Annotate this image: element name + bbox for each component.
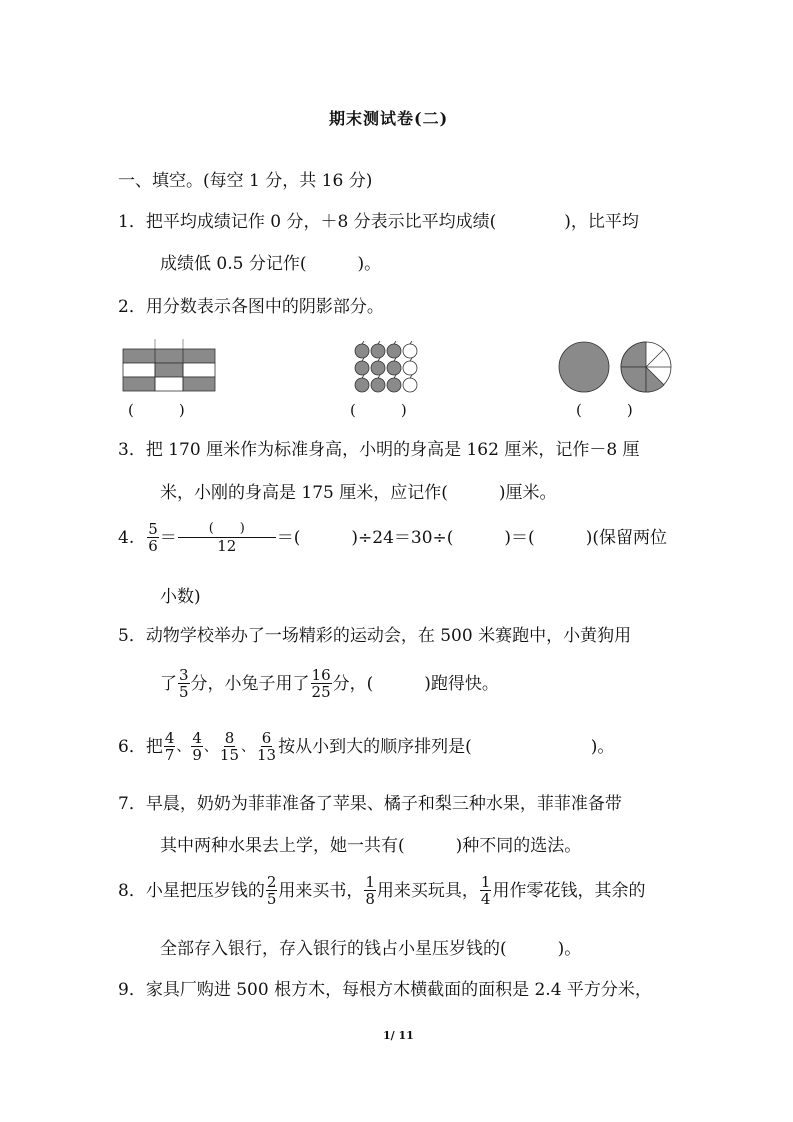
question-4-label: 4.	[118, 527, 135, 548]
question-5-line-2	[160, 667, 499, 700]
fraction-1-8	[364, 874, 376, 907]
fraction-3-5	[178, 667, 190, 700]
question-3-line-2: 米，小刚的身高是 175 厘米，应记作( )厘米。	[160, 483, 557, 503]
equals-sign: ＝	[159, 527, 177, 548]
fraction-numerator: 16	[311, 666, 331, 684]
question-4-line-2: 小数)	[160, 587, 201, 607]
question-3-line-1: 3．把 170 厘米作为标准身高，小明的身高是 162 厘米，记作－8 厘	[118, 440, 640, 460]
fraction-blank-12	[178, 521, 276, 554]
answer-blank-figure-2[interactable]: ( )	[350, 401, 407, 419]
answer-blank-figure-3[interactable]: ( )	[576, 401, 633, 419]
question-4-rest: ＝( )÷24＝30÷( )＝( )(保留两位	[276, 527, 667, 548]
question-6-pre: 6．把	[118, 736, 163, 757]
fraction-8-15	[219, 730, 240, 763]
fraction-4-7	[164, 730, 176, 763]
fraction-numerator: 2	[266, 873, 277, 891]
fraction-denominator: 5	[179, 683, 189, 701]
fraction-numerator: 1	[365, 873, 375, 891]
fraction-denominator: 9	[192, 746, 202, 764]
fraction-denominator: 25	[311, 683, 331, 701]
figure-grid	[121, 339, 217, 395]
separator: 、	[176, 738, 191, 755]
fraction-denominator: 12	[217, 537, 237, 555]
question-6-line	[118, 730, 614, 763]
question-6-post: 按从小到大的顺序排列是( )。	[278, 736, 615, 757]
figure-circles	[556, 339, 676, 397]
question-8-line-1	[118, 874, 645, 907]
question-1-line-2: 成绩低 0.5 分记作( )。	[160, 254, 382, 274]
fraction-numerator-blank[interactable]: ( )	[178, 521, 276, 538]
question-2-line-1: 2．用分数表示各图中的阴影部分。	[118, 297, 384, 317]
question-1-line-1: 1．把平均成绩记作 0 分，＋8 分表示比平均成绩( )，比平均	[118, 212, 639, 232]
figure-apples	[353, 341, 423, 395]
fraction-6-13	[256, 730, 277, 763]
fraction-numerator: 6	[261, 729, 272, 747]
fraction-1-4	[480, 874, 492, 907]
question-8-text-2: 用来买玩具，	[376, 880, 479, 901]
separator: 、	[203, 738, 218, 755]
fraction-numerator: 3	[179, 666, 189, 684]
fraction-numerator: 4	[164, 729, 175, 747]
fraction-4-9	[191, 730, 203, 763]
page-number: 1/ 11	[383, 1029, 414, 1042]
question-8-pre: 8．小星把压岁钱的	[118, 880, 265, 901]
page-title: 期末测试卷(二)	[329, 109, 449, 128]
question-9-line-1: 9．家具厂购进 500 根方木，每根方木横截面的面积是 2.4 平方分米，	[118, 980, 652, 1000]
question-8-text-1: 用来买书，	[278, 880, 364, 901]
question-5-pre: 了	[160, 673, 177, 694]
fraction-numerator: 8	[224, 729, 235, 747]
question-5-post: 分，( )跑得快。	[332, 673, 499, 694]
fraction-denominator: 15	[219, 746, 240, 764]
fraction-denominator: 13	[257, 746, 277, 764]
fraction-numerator: 1	[480, 873, 491, 891]
fraction-numerator: 4	[192, 729, 202, 747]
fraction-denominator: 6	[148, 537, 158, 555]
question-7-line-2: 其中两种水果去上学，她一共有( )种不同的选法。	[160, 836, 582, 856]
question-4-line-1	[118, 521, 667, 554]
fraction-5-6	[147, 521, 159, 554]
question-8-line-2: 全部存入银行，存入银行的钱占小星压岁钱的( )。	[160, 939, 582, 959]
fraction-denominator: 4	[480, 890, 491, 908]
fraction-16-25	[311, 667, 332, 700]
question-5-mid: 分，小兔子用了	[190, 673, 310, 694]
separator: 、	[241, 738, 256, 755]
answer-blank-figure-1[interactable]: ( )	[128, 401, 185, 419]
fraction-denominator: 7	[164, 746, 175, 764]
question-5-line-1: 5．动物学校举办了一场精彩的运动会，在 500 米赛跑中，小黄狗用	[118, 626, 632, 646]
fraction-numerator: 5	[148, 520, 158, 538]
fraction-2-5	[266, 874, 278, 907]
question-8-text-3: 用作零花钱，其余的	[492, 880, 646, 901]
section-heading: 一、填空。(每空 1 分，共 16 分)	[118, 171, 373, 191]
fraction-denominator: 5	[266, 890, 277, 908]
question-7-line-1: 7．早晨，奶奶为菲菲准备了苹果、橘子和梨三种水果，菲菲准备带	[118, 794, 622, 814]
fraction-denominator: 8	[365, 890, 375, 908]
